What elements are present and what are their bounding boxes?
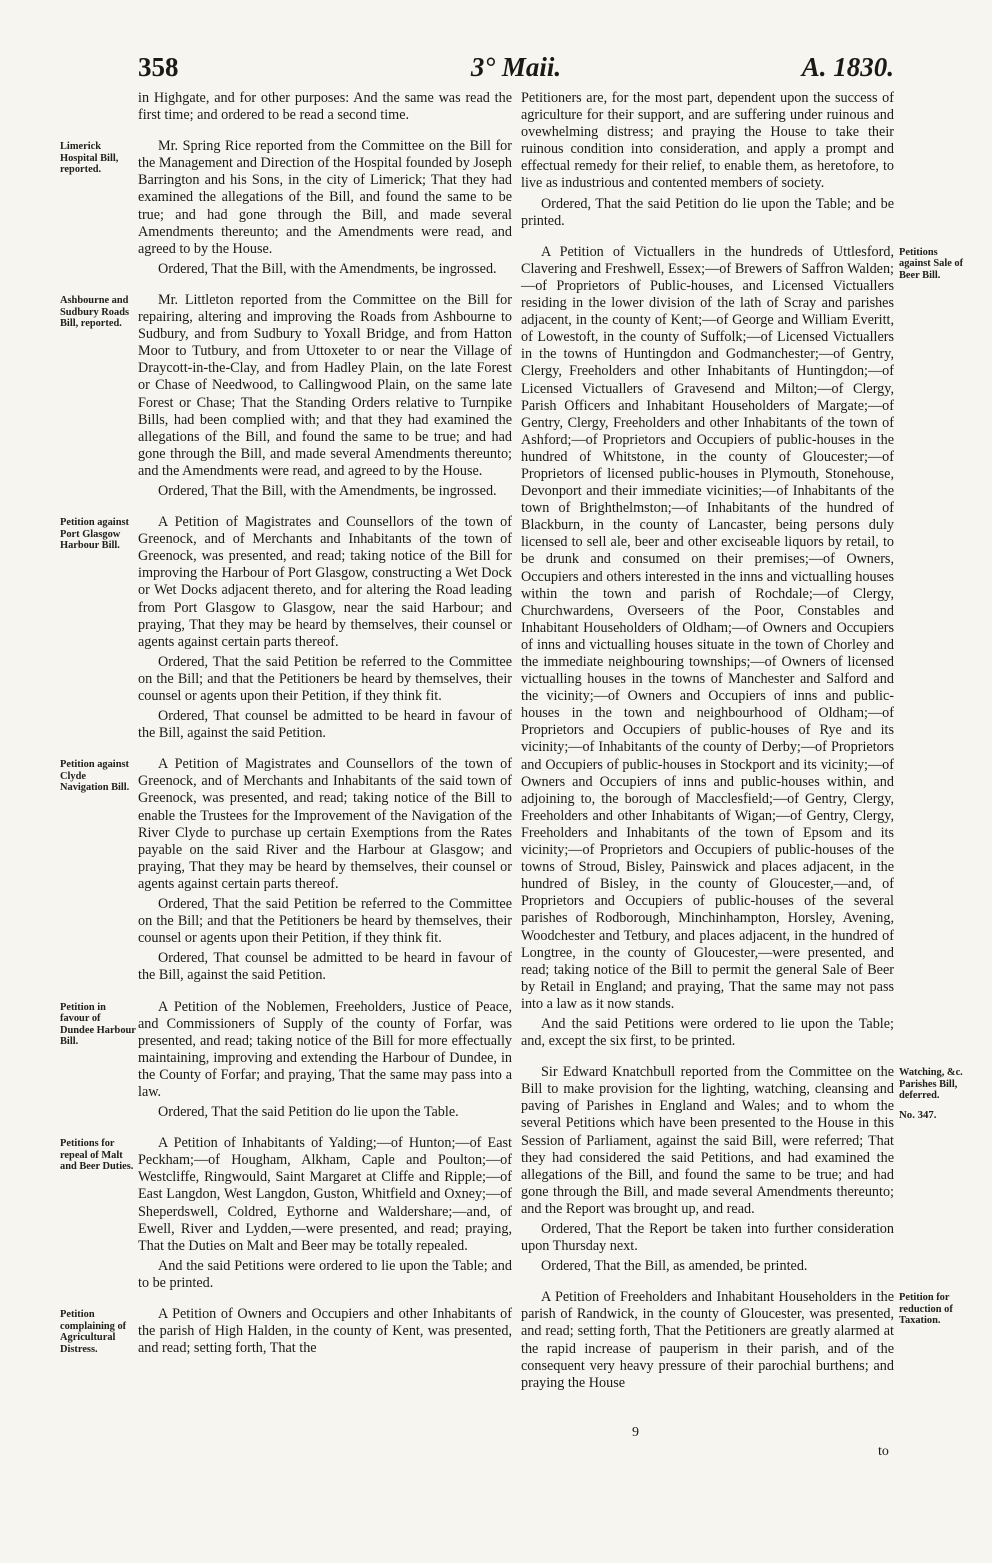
ordered-text: Ordered, That the Bill, with the Amendments, be ingrossed. [158, 482, 497, 499]
margin-note: Ashbourne and Sudbury Roads Bill, reported. [60, 294, 130, 330]
margin-note: Petition against Clyde Navigation Bill. [60, 759, 130, 794]
clyde-entry [60, 756, 512, 984]
entry-text: A Petition of Magistrates and Counsellors of the town of Greenock, and of Merchants and Inhabitants of the said town of Greenock, was presented, and read; taking notice of the Bill to enable the Trustees for the Improvement of the Navigation of the River Clyde to purchase up certain Exemptions from the Rates payable on the said River and the Harbour at Glasgow; and praying, That they may be heard by themselves, their counsel or agents against certain parts thereof. [138, 756, 512, 892]
entry-text: Mr. Littleton reported from the Committee on the Bill for repairing, altering and improving the Roads from Ashbourne to Sudbury, and from Sudbury to Yoxall Bridge, and from Hatton Moor to Tutbury, and from Uttoxeter to or near the Village of Draycott-in-the-Clay, and from Hadley Plain, on the late Forest or Chase of Needwood, to Callingwood Plain, on the same late Forest or Chase; That the Standing Orders relative to Turnpike Bills, had been complied with; and that they had examined the allegations of the Bill, and found the same to be true; and had gone through the Bill, and made several Amendments thereunto; and the Amendments were read, and agreed to by the House. [138, 291, 512, 479]
entry-text: A Petition of the Noblemen, Freeholders, Justice of Peace, and Commissioners of Supply of the county of Forfar, was presented, and read; taking notice of the Bill for more effectually maintaining, improving and extending the Harbour of Dundee, in the County of Forfar; and praying, That the same may pass into a law. [138, 998, 512, 1100]
margin-note: Petitions for repeal of Malt and Beer Duties. [60, 1138, 134, 1173]
ordered-text: Ordered, That the said Petition do lie upon the Table; and be printed. [521, 195, 894, 229]
left-column [60, 90, 512, 1365]
signature-mark: 9 [632, 1425, 639, 1440]
entry-text: Sir Edward Knatchbull reported from the Committee on the Bill to make provision for the lighting, watching, cleansing and paving of Parishes in England and Wales; and to whom the several Petitions which have been presented to the House in this Session of Parliament, against the said Bill, were referred; That they had considered the said Petitions, and had examined the allegations of the Bill, and found the same to be true; and had gone through the Bill, and made several Amendments thereunto; and the Report was brought up, and read. [521, 1064, 894, 1217]
entry-text: A Petition of Victuallers in the hundreds of Uttlesford, Clavering and Freshwell, Essex;—of Brewers of Saffron Walden;—of Proprietors of Public-houses, and Licensed Victuallers residing in the lower division of the lath of Scray and parishes adjacent, in the county of Kent;—of George and William Everitt, of Lowestoft, in the county of Suffolk;—of Licensed Victuallers in the towns of Huntingdon and Godmanchester;—of Gentry, Clergy, Freeholders and other Inhabitants of Huntingdon;—of Licensed Victuallers of Gravesend and Milton;—of Clergy, Parish Officers and Inhabitant Householders of Margate;—of Gentry, Clergy, Freeholders and other Inhabitants of the town of Ashford;—of Proprietors and Occupiers of public-houses in the hundred of Whitstone, in the county of Gloucester;—of Proprietors of licensed public-houses in Plymouth, Stonehouse, Devonport and their immediate vicinities;—of Inhabitants of the town of Brighthelmston;—of Inhabitants of the hundred of Blackburn, in the county of Lancaster, being persons duly licensed to sell ale, beer and other exciseable liquors by retail, to be drunk and consumed on their premises;—of Owners, Occupiers and others interested in the inns and victualling houses within the town and parish of Rochdale;—of Clergy, Churchwardens, Overseers of the Poor, Constables and Inhabitant Householders of Oldham;—of Owners and Occupiers of inns and victualling houses situate in the town of Chorley and the immediate neighbouring townships;—of Owners of licensed victualling houses in the towns of Manchester and Salford and the vicinity;—of Owners and Occupiers of inns and public-houses in the town and neighbourhood of Oldham;—of Proprietors and Occupiers of public-houses of Rye and its vicinity;—of Inhabitants of the county of Derby;—of Proprietors and Occupiers of public-houses in Stockport and its vicinity;—of Owners and Occupiers of inns and public-houses within, and adjoining to, the borough of Macclesfield;—of Gentry, Clergy, Freeholders and other Inhabitants of Wigan;—of Gentry, Clergy, Freeholders and Inhabitants of the town of Epsom and its vicinity;—of Proprietors and Occupiers of public-houses of the towns of Stroud, Bisley, Painswick and places adjacent, in the hundred of Bisley, in the county of Gloucester,—and, of Proprietors and Occupiers of public-houses of the several parishes of Rodborough, Minchinhampton, Horsley, Avening, Woodchester and Tetbury, and places adjacent, in the hundred of Longtree, in the county of Gloucester,—were presented, and read; taking notice of the Bill to permit the general Sale of Beer by Retail in England; and praying, That the same may not pass into a law as it now stands. [521, 243, 894, 1012]
entry-text: Mr. Spring Rice reported from the Committee on the Bill for the Management and Direction of the Hospital founded by Joseph Barrington and his Sons, in the city of Limerick; That they had examined the allegations of the Bill, and found the same to be true; and had gone through the Bill, and made several Amendments thereunto; and the Amendments were read, and agreed to by the House. [138, 138, 512, 257]
entry-text: Petitioners are, for the most part, dependent upon the success of agriculture for their support, and are suffering under ruinous and ovewhelming distress; and praying the House to take their ruinous condition into consideration, and apply a prompt and effectual remedy for their relief, to enable them, as heretofore, to live as industrious and contented members of society. [521, 90, 894, 192]
ordered-text: Ordered, That the said Petition be referred to the Committee on the Bill; and that the Petitioners be heard by themselves, their counsel or agents upon their Petition, if they think fit. [138, 896, 512, 947]
margin-note-label: Watching, &c. Parishes Bill, deferred. [899, 1067, 963, 1102]
entry-text: A Petition of Magistrates and Counsellors of the town of Greenock, and of Merchants and Inhabitants of the town of Greenock, was presented, and read; taking notice of the Bill for improving the Harbour of Port Glasgow, constructing a Wet Dock or Wet Docks adjacent thereto, and for altering the Road leading from Port Glasgow to Glasgow, near the said Harbour; and praying, That they may be heard by themselves, their counsel or agents against certain parts thereof. [138, 514, 512, 650]
margin-note: Limerick Hospital Bill, reported. [60, 141, 119, 176]
dundee-entry [60, 998, 512, 1122]
entry-text: A Petition of Owners and Occupiers and other Inhabitants of the parish of High Halden, in the county of Kent, was presented, and read; setting forth, That the [138, 1306, 512, 1357]
limerick-entry [60, 138, 512, 278]
intro-entry [138, 90, 512, 124]
page-year: A. 1830. [801, 52, 894, 82]
ordered-text: And the said Petitions were ordered to lie upon the Table; and to be printed. [138, 1257, 512, 1291]
port-glasgow-entry [60, 514, 512, 742]
entry-text: A Petition of Freeholders and Inhabitant Householders in the parish of Randwick, in the county of Gloucester, was presented, and read; setting forth, That the Petitioners are greatly alarmed at the rapid increase of pauperism in their parish, and of the consequent very heavy pressure of their parochial burthens; and praying the House [521, 1289, 894, 1391]
taxation-entry [521, 1289, 953, 1392]
ordered-text: Ordered, That the Bill, as amended, be printed. [541, 1258, 808, 1275]
ordered-text: Ordered, That the said Petition be referred to the Committee on the Bill; and that the Petitioners be heard by themselves, their counsel or agents upon their Petition, if they think fit. [138, 653, 512, 704]
right-column [521, 90, 964, 1400]
ordered-text: Ordered, That the said Petition do lie upon the Table. [158, 1104, 459, 1121]
ordered-text: Ordered, That the Bill, with the Amendments, be ingrossed. [158, 260, 497, 277]
ordered-text: Ordered, That counsel be admitted to be heard in favour of the Bill, against the said Petition. [138, 708, 512, 742]
distress-continuation [521, 90, 894, 230]
margin-note: Petition in favour of Dundee Harbour Bill. [60, 1001, 136, 1048]
page-number: 358 [138, 52, 179, 82]
margin-note-number: No. 347. [899, 1108, 937, 1121]
ordered-text: Ordered, That counsel be admitted to be heard in favour of the Bill, against the said Petition. [138, 950, 512, 984]
margin-note: Petition against Port Glasgow Harbour Bill. [60, 517, 129, 552]
distress-entry [60, 1306, 512, 1357]
watching-entry [521, 1064, 963, 1275]
ordered-text: And the said Petitions were ordered to lie upon the Table; and, except the six first, to be printed. [521, 1015, 894, 1050]
ashbourne-entry [60, 291, 512, 500]
entry-text: A Petition of Inhabitants of Yalding;—of Hunton;—of East Peckham;—of Hougham, Alkham, Caple and Poulton;—of Westcliffe, Ringwould, Saint Margaret at Cliffe and Ripple;—of East Langdon, West Langdon, Guston, Whitfield and Oxney;—of Sheperdswell, Coldred, Eythorne and Waldershare;—and, of Ewell, River and Lydden,—were presented, and read; praying, That the Duties on Malt and Beer may be totally repealed. [138, 1135, 512, 1254]
margin-note: Petition for reduction of Taxation. [899, 1292, 953, 1327]
intro-text: in Highgate, and for other purposes: And the same was read the first time; and ordered to be read a second time. [138, 90, 512, 124]
page-header [138, 52, 894, 92]
beer-entry [521, 243, 964, 1050]
ordered-text: Ordered, That the Report be taken into further consideration upon Thursday next. [521, 1221, 894, 1255]
malt-entry [60, 1135, 512, 1292]
catchword: to [878, 1444, 889, 1459]
margin-note: Petitions against Sale of Beer Bill. [899, 246, 964, 281]
margin-note: Petition complaining of Agricultural Distress. [60, 1309, 127, 1355]
margin-note [899, 1067, 971, 1121]
page-date: 3° Maii. [470, 52, 562, 82]
